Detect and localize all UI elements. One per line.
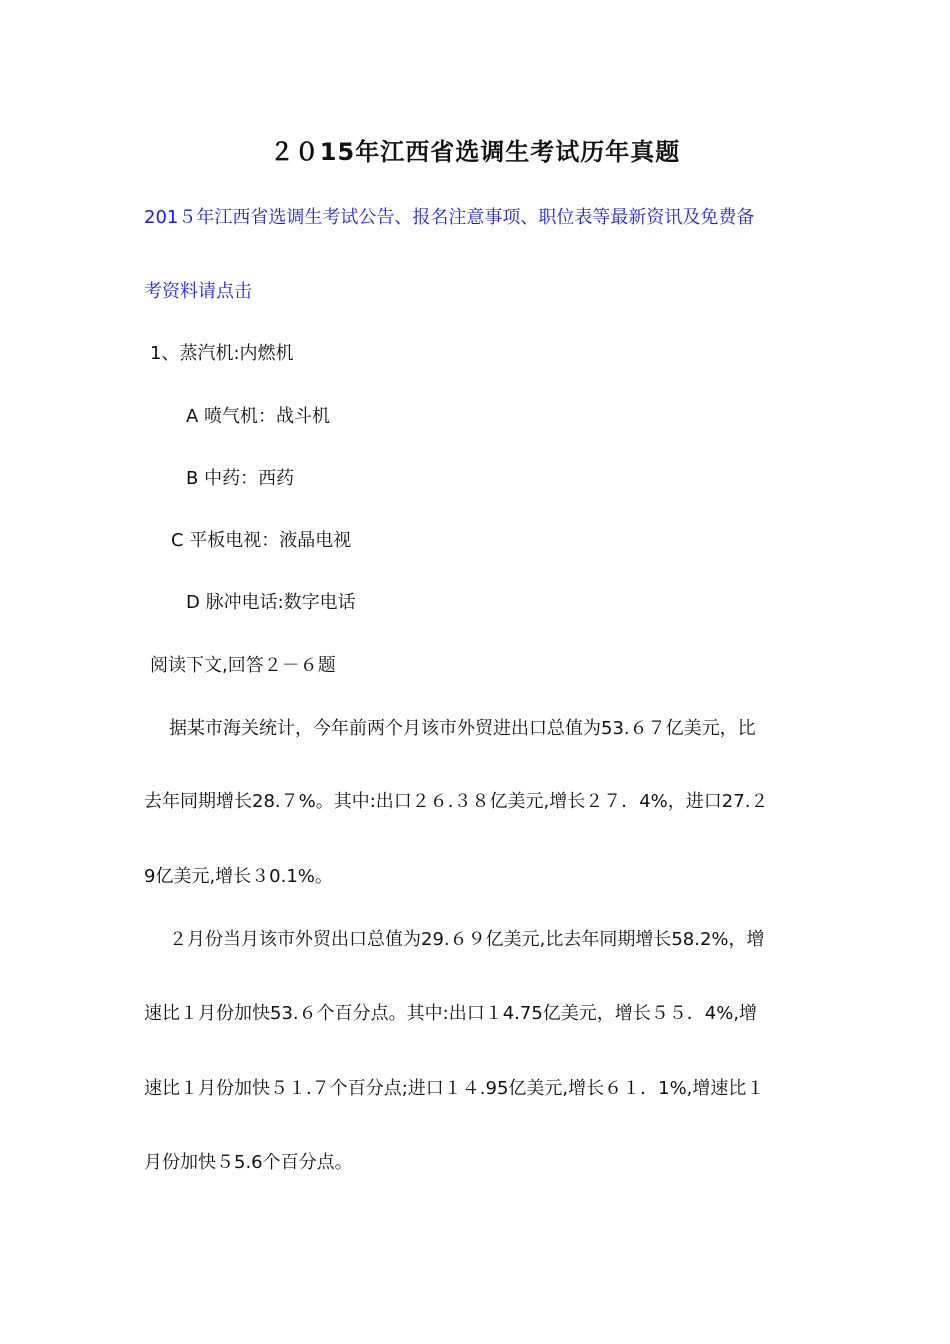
passage-paragraph-1-line-1: 据某市海关统计，今年前两个月该市外贸进出口总值为53.６７亿美元，比 xyxy=(169,718,756,739)
question-1-option-c: C 平板电视：液晶电视 xyxy=(171,530,352,551)
resource-link-line-1[interactable]: 201５年江西省选调生考试公告、报名注意事项、职位表等最新资讯及免费备 xyxy=(144,207,755,228)
reading-instruction: 阅读下文,回答２－６题 xyxy=(150,655,336,676)
passage-paragraph-1-line-3: 9亿美元,增长３0.1%。 xyxy=(144,866,333,887)
passage-paragraph-2-line-2: 速比１月份加快53.６个百分点。其中:出口１4.75亿美元，增长５５．4%,增 xyxy=(144,1003,758,1024)
question-1-option-d: D 脉冲电话:数字电话 xyxy=(186,592,356,613)
document-title: ２０15年江西省选调生考试历年真题 xyxy=(269,138,681,166)
passage-paragraph-2-line-4: 月份加快５5.6个百分点。 xyxy=(144,1152,353,1173)
resource-link-line-2[interactable]: 考资料请点击 xyxy=(144,281,252,302)
question-1-stem: 1、蒸汽机:内燃机 xyxy=(150,343,294,364)
question-1-option-a: A 喷气机：战斗机 xyxy=(186,406,331,427)
passage-paragraph-2-line-1: ２月份当月该市外贸出口总值为29.６９亿美元,比去年同期增长58.2%，增 xyxy=(169,929,765,950)
passage-paragraph-2-line-3: 速比１月份加快５１.７个百分点;进口１４.95亿美元,增长６１．1%,增速比１ xyxy=(144,1078,765,1099)
passage-paragraph-1-line-2: 去年同期增长28.７%。其中:出口２６.３８亿美元,增长２７．4%，进口27.２ xyxy=(144,791,769,812)
question-1-option-b: B 中药：西药 xyxy=(186,468,295,489)
